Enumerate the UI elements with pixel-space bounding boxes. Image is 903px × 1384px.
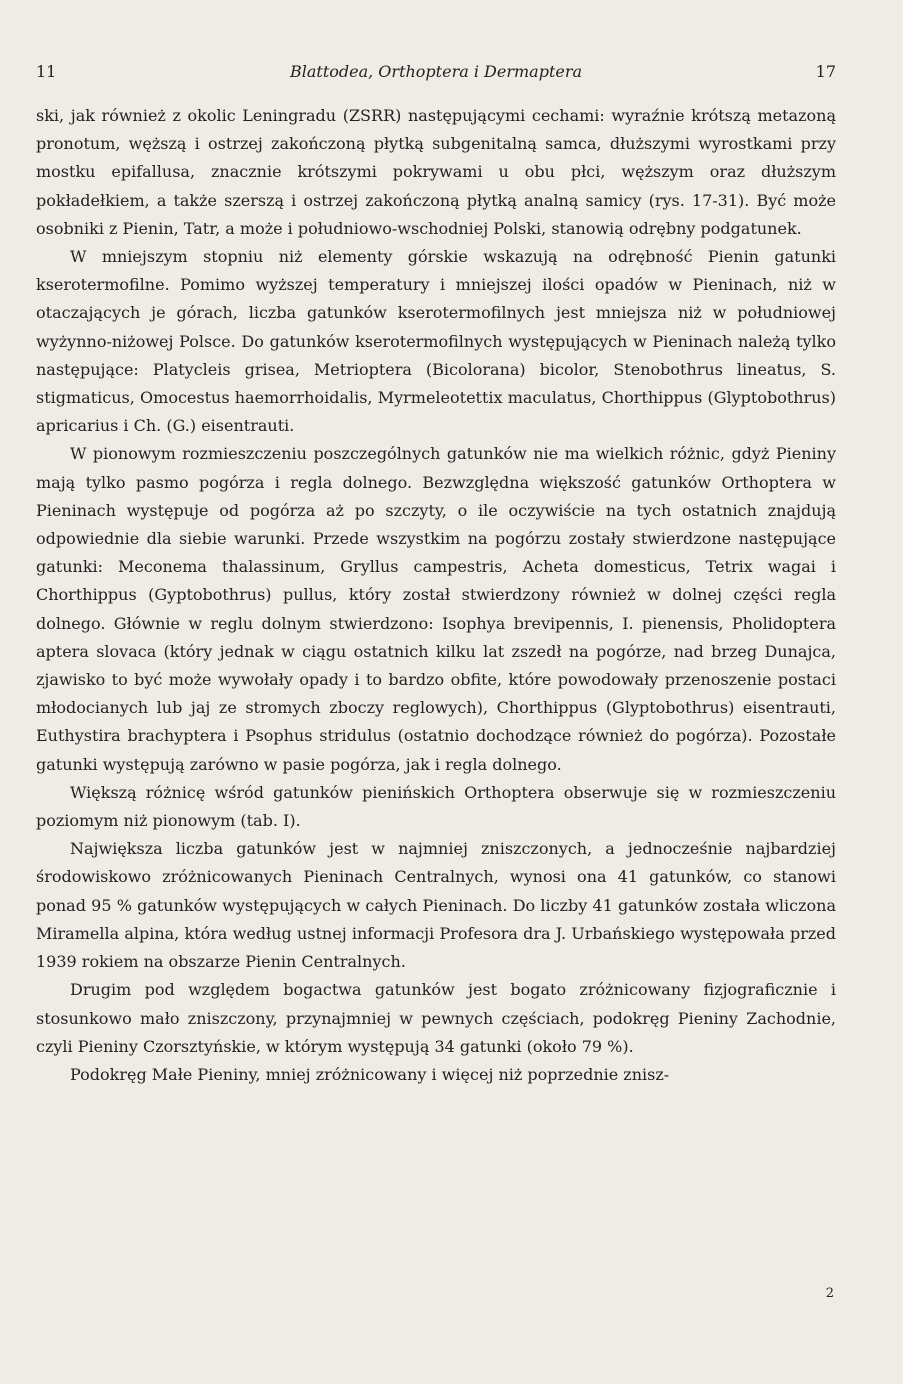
paragraph-6: Drugim pod względem bogactwa gatunków jest bogato zróżnicowany fizjograficznie i stosunkowo mało zniszczony, przynajmniej w pewnych częściach, podokręg Pieniny Zachodnie, czyli Pieniny Czorsztyńskie, w którym występują 34 gatunki (około 79 %). xyxy=(36,980,836,1056)
chapter-number: 11 xyxy=(36,62,57,81)
paragraph-3: W pionowym rozmieszczeniu poszczególnych gatunków nie ma wielkich różnic, gdyż Pieniny mają tylko pasmo pogórza i regla dolnego. Bezwzględna większość gatunków Orthoptera w Pieninach występuje od pogórza aż po szczyty, o ile oczywiście na tych ostatnich znajdują odpowiednie dla siebie warunki. Przede wszystkim na pogórzu zostały stwierdzone następujące gatunki: Meconema thalassinum, Gryllus campestris, Acheta domesticus, Tetrix wagai i Chorthippus (Gyptobothrus) pullus, który został stwierdzony również w dolnej części regla dolnego. Głównie w reglu dolnym stwierdzono: Isophya brevipennis, I. pienensis, Pholidoptera aptera slovaca (który jednak w ciągu ostatnich kilku lat zszedł na pogórze, nad brzeg Dunajca, zjawisko to być może wywołały opady i to bardzo obfite, które powodowały przenoszenie postaci młodocianych lub jaj ze stromych zboczy reglowych), Chorthippus (Glyptobothrus) eisentrauti, Euthystira brachyptera i Psophus stridulus (ostatnio dochodzące również do pogórza). Pozostałe gatunki występują zarówno w pasie pogórza, jak i regla dolnego. xyxy=(36,444,836,774)
paragraph-7: Podokręg Małe Pieniny, mniej zróżnicowany i więcej niż poprzednie znisz- xyxy=(70,1064,670,1084)
sheet-signature: 2 xyxy=(825,1286,834,1301)
paragraph-2: W mniejszym stopniu niż elementy górskie wskazują na odrębność Pienin gatunki kserotermofilne. Pomimo wyższej temperatury i mniejszej ilości opadów w Pieninach, niż w otaczających je górach, liczba gatunków kserotermofilnych jest mniejsza niż w południowej wyżynno-niżowej Polsce. Do gatunków kserotermofilnych występujących w Pieninach należą tylko następujące: Platycleis grisea, Metrioptera (Bicolorana) bicolor, Stenobothrus lineatus, S. stigmaticus, Omocestus haemorrhoidalis, Myrmeleotettix maculatus, Chorthippus (Glyptobothrus) apricarius i Ch. (G.) eisentrauti. xyxy=(36,247,836,436)
main-text xyxy=(36,102,836,1089)
paragraph-5: Największa liczba gatunków jest w najmniej zniszczonych, a jednocześnie najbardziej środowiskowo zróżnicowanych Pieninach Centralnych, wynosi ona 41 gatunków, co stanowi ponad 95 % gatunków występujących w całych Pieninach. Do liczby 41 gatunków została wliczona Miramella alpina, która według ustnej informacji Profesora dra J. Urbańskiego występowała przed 1939 rokiem na obszarze Pienin Centralnych. xyxy=(36,839,836,972)
paragraph-4: Większą różnicę wśród gatunków pienińskich Orthoptera obserwuje się w rozmieszczeniu poziomym niż pionowym (tab. I). xyxy=(36,782,836,831)
running-header xyxy=(36,62,836,86)
paragraph-1: ski, jak również z okolic Leningradu (ZSRR) następującymi cechami: wyraźnie krótszą metazoną pronotum, węższą i ostrzej zakończoną płytką subgenitalną samca, dłuższymi wyrostkami przy mostku epifallusa, znacznie krótszymi pokrywami u obu płci, węższym oraz dłuższym pokładełkiem, a także szerszą i ostrzej zakończoną płytką analną samicy (rys. 17-31). Być może osobniki z Pienin, Tatr, a może i południowo-wschodniej Polski, stanowią odrębny podgatunek. xyxy=(36,106,836,238)
running-title: Blattodea, Orthoptera i Dermaptera xyxy=(289,62,583,81)
page-number: 17 xyxy=(815,62,836,81)
